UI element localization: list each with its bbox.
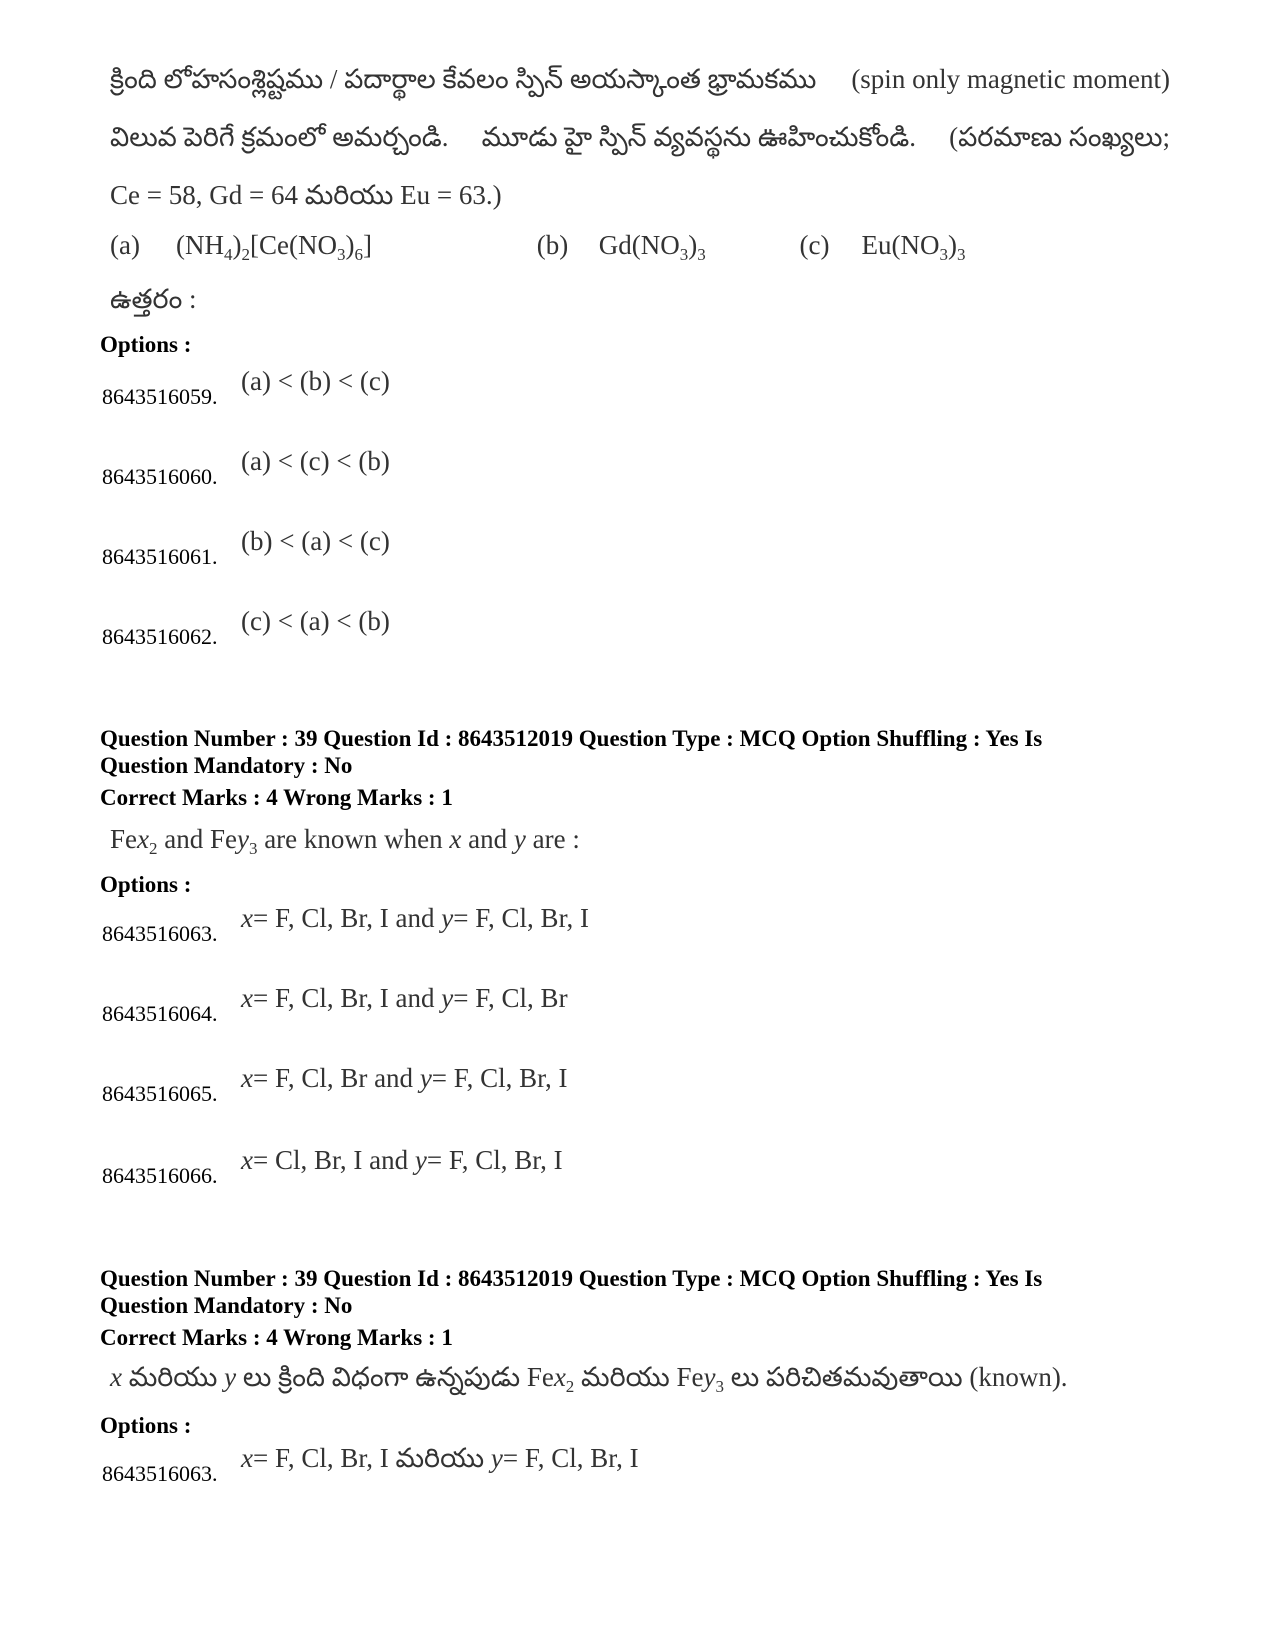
formula-subscript: 3 [956,245,966,264]
stem-text: లు పరిచితమవుతాయి [730,1362,963,1392]
q38-compound-list [110,230,966,264]
option-lhs: = F, Cl, Br, I మరియు [252,1443,485,1473]
q39-en-marks: Correct Marks : 4 Wrong Marks : 1 [100,785,453,810]
stem-text: మరియు [581,1362,670,1392]
formula-subscript: 3 [248,839,258,858]
q39-te-header-line-1: Question Number : 39 Question Id : 8643512019 Question Type : MCQ Option Shuffling : Yes Is [100,1266,1043,1291]
q38-atomic-numbers-part-b: Eu = 63.) [400,180,502,210]
formula-part: ] [362,230,372,260]
option-text: (c) < (a) < (b) [241,606,390,636]
formula-part: ) [688,230,698,260]
option-text: (b) < (a) < (c) [241,526,390,556]
option-id: 8643516059. [102,384,218,409]
q38-item-c-label: (c) [799,230,830,260]
variable-y: y [419,1063,432,1093]
q38-atomic-numbers-telugu-and: మరియు [304,180,394,210]
variable-y: y [236,824,249,854]
formula-part: ) [947,230,957,260]
option-id: 8643516065. [102,1081,218,1106]
option-text [241,1145,563,1176]
variable-x: x [110,1362,122,1392]
formula-part: Gd(NO [598,230,680,260]
stem-text: and [468,824,508,854]
variable-x: x [241,1145,253,1175]
q38-stem-line2-part-b: మూడు హై స్పిన్ వ్యవస్థను ఊహించుకోండి. [481,122,916,152]
formula-subscript: 6 [354,245,363,264]
q38-item-b-formula [598,230,706,264]
q38-stem-line-2 [110,122,1170,160]
q38-item-b-label: (b) [536,230,569,260]
option-id: 8643516064. [102,1001,218,1026]
variable-y: y [441,903,454,933]
q38-options-label: Options : [100,332,192,357]
variable-y: y [703,1362,716,1392]
variable-y: y [513,824,526,854]
option-text [241,903,589,934]
formula-subscript: 3 [336,245,346,264]
q39-te-options-label: Options : [100,1413,192,1438]
q39-te-header-line-2: Question Mandatory : No [100,1293,353,1318]
q38-item-a-formula [176,230,372,264]
option-text: (a) < (c) < (b) [241,446,390,476]
option-rhs: = F, Cl, Br, I [502,1443,639,1473]
option-lhs: = F, Cl, Br and [252,1063,414,1093]
variable-x: x [241,1443,253,1473]
variable-x: x [137,824,149,854]
variable-y: y [441,983,454,1013]
q38-item-a-label: (a) [110,230,140,260]
stem-text: are : [532,824,580,854]
stem-text: Fe [209,824,237,854]
formula-subscript: 2 [241,245,250,264]
option-id: 8643516061. [102,544,218,569]
q39-en-stem [110,824,580,858]
option-text [241,1443,639,1481]
q38-item-b [536,230,793,264]
formula-subscript: 3 [715,1377,724,1396]
option-id: 8643516062. [102,624,218,649]
q38-answer-label: ఉత్తరం : [110,284,197,314]
q38-stem-line-3 [110,180,502,218]
formula-subscript: 3 [697,245,706,264]
q38-item-c [799,230,966,264]
variable-x: x [449,824,462,854]
variable-y: y [414,1145,427,1175]
option-rhs: = F, Cl, Br, I [453,903,589,933]
q39-te-marks: Correct Marks : 4 Wrong Marks : 1 [100,1325,453,1350]
stem-text: and [164,824,204,854]
stem-text: Fe [526,1362,554,1392]
q38-item-a [110,230,530,264]
variable-x: x [241,983,253,1013]
formula-part: ) [345,230,355,260]
formula-subscript: 2 [148,839,158,858]
option-text: (a) < (b) < (c) [241,366,390,396]
formula-subscript: 2 [565,1377,575,1396]
stem-text: లు క్రింది విధంగా ఉన్నపుడు [242,1362,521,1392]
variable-x: x [553,1362,566,1392]
stem-text: Fe [110,824,137,854]
option-lhs: = Cl, Br, I and [252,1145,409,1175]
q39-en-options-label: Options : [100,872,192,897]
option-id: 8643516063. [102,1461,218,1486]
q38-stem-line1-telugu: క్రింది లోహసంశ్లిష్టము / పదార్థాల కేవలం స్పిన్ అయస్కాంత భ్రామకము [110,64,817,94]
option-id: 8643516063. [102,921,218,946]
variable-y: y [224,1362,237,1392]
formula-part: [Ce(NO [250,230,337,260]
formula-part: Eu(NO [861,230,940,260]
variable-x: x [241,903,253,933]
stem-text: are known when [264,824,443,854]
q38-item-c-formula [861,230,966,264]
option-text [241,983,568,1014]
variable-y: y [490,1443,503,1473]
option-lhs: = F, Cl, Br, I and [252,983,435,1013]
option-id: 8643516066. [102,1163,218,1188]
q38-stem-line1-english: (spin only magnetic moment) [851,64,1170,94]
q38-stem-line2-part-c: (పరమాణు సంఖ్యలు; [949,122,1170,152]
option-lhs: = F, Cl, Br, I and [252,903,435,933]
q39-en-header-line-1: Question Number : 39 Question Id : 8643512019 Question Type : MCQ Option Shuffling : Yes Is [100,726,1043,751]
variable-x: x [241,1063,253,1093]
stem-text: మరియు [128,1362,218,1392]
q38-stem-line2-part-a: విలువ పెరిగే క్రమంలో అమర్చండి. [110,122,449,152]
stem-text: Fe [676,1362,704,1392]
formula-subscript: 4 [224,245,233,264]
formula-part: (NH [176,230,224,260]
q39-te-stem [110,1362,1068,1400]
option-rhs: = F, Cl, Br [453,983,568,1013]
formula-part: ) [232,230,242,260]
formula-subscript: 3 [939,245,948,264]
q38-atomic-numbers-part-a: Ce = 58, Gd = 64 [110,180,298,210]
option-rhs: = F, Cl, Br, I [426,1145,563,1175]
option-id: 8643516060. [102,464,218,489]
q38-stem-line-1 [110,64,1170,102]
option-rhs: = F, Cl, Br, I [431,1063,568,1093]
option-text [241,1063,568,1094]
formula-subscript: 3 [679,245,689,264]
q39-en-header-line-2: Question Mandatory : No [100,753,353,778]
stem-text: (known). [969,1362,1068,1392]
